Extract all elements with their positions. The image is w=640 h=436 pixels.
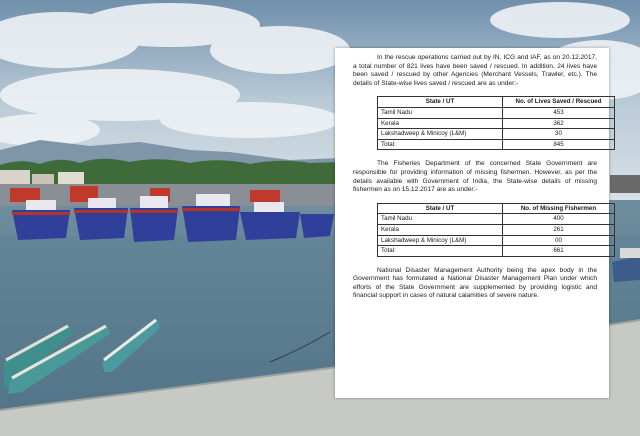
total-count-cell: 661 (503, 246, 615, 257)
document-excerpt (335, 48, 609, 398)
total-label-cell: Total: (378, 246, 503, 257)
total-label-cell: Total: (378, 139, 503, 150)
count-cell: 362 (503, 118, 615, 129)
table-row (378, 224, 615, 235)
table-row (378, 129, 615, 140)
column-header: No. of Lives Saved / Rescued (503, 97, 615, 108)
count-cell: 00 (503, 235, 615, 246)
state-cell: Lakshadweep & Minicoy (L&M) (378, 235, 503, 246)
table-row (378, 214, 615, 225)
state-cell: Kerala (378, 224, 503, 235)
state-cell: Tamil Nadu (378, 107, 503, 118)
table-row (378, 235, 615, 246)
total-count-cell: 845 (503, 139, 615, 150)
table-header-row (378, 97, 615, 108)
count-cell: 453 (503, 107, 615, 118)
count-cell: 261 (503, 224, 615, 235)
fisheries-paragraph: The Fisheries Department of the concerned State Government are responsible for providing information of missing fishermen. However, as per the details available with Government of India, the State-wise details of missing fishermen as on 15.12.2017 are as under:- (353, 160, 597, 194)
lives-saved-table (377, 96, 615, 150)
state-cell: Kerala (378, 118, 503, 129)
column-header: State / UT (378, 97, 503, 108)
state-cell: Lakshadweep & Minicoy (L&M) (378, 129, 503, 140)
count-cell: 30 (503, 129, 615, 140)
table-header-row (378, 203, 615, 214)
ndma-paragraph: National Disaster Management Authority being the apex body in the Government has formulated a National Disaster Management Plan under which efforts of the State Government are supplemented by providing logistic and financial support in cases of natural calamities of severe nature. (353, 266, 597, 300)
table-row (378, 118, 615, 129)
column-header: No. of Missing Fishermen (503, 203, 615, 214)
count-cell: 400 (503, 214, 615, 225)
rescue-paragraph: In the rescue operations carried out by IN, ICG and IAF, as on 20.12.2017, a total number of 821 lives have been saved / rescued. In addition, 24 lives have been saved / rescued by other Agencies (Merchant Vessels, Trawler, etc.). The details of State-wise lives saved / rescued are as under:- (353, 54, 597, 87)
fishing-boats (0, 184, 340, 242)
table-row (378, 246, 615, 257)
table-row (378, 139, 615, 150)
table-row (378, 107, 615, 118)
state-cell: Tamil Nadu (378, 214, 503, 225)
missing-fishermen-table (377, 203, 615, 257)
column-header: State / UT (378, 203, 503, 214)
